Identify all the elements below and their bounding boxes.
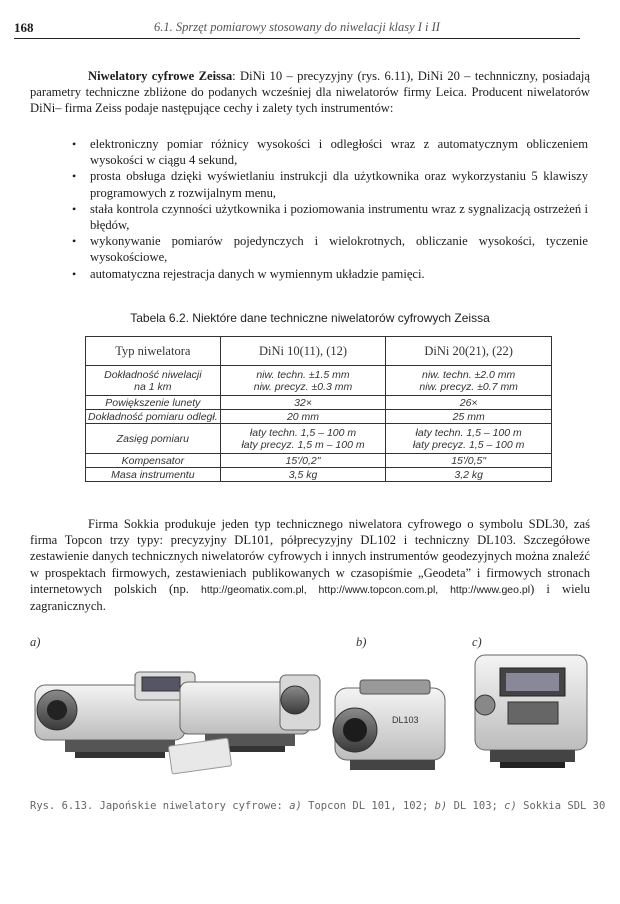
dl103-text: DL103 <box>392 715 419 725</box>
row-label <box>86 366 221 396</box>
page-number: 168 <box>14 20 34 35</box>
row-label: Masa instrumentu <box>86 468 221 482</box>
cell-line: łaty techn. 1,5 – 100 m <box>415 426 522 439</box>
caption-letter-c: c) <box>504 800 517 812</box>
figure-label-c: c) <box>472 635 482 649</box>
feature-item: • prosta obsługa dzięki wyświetlaniu instrukcji dla użytkownika oraz wykorzystaniu 5 klawiszy programowych z rozwijalnym menu, <box>30 168 588 200</box>
header-cell: Typ niwelatora <box>86 337 221 366</box>
table-row <box>86 396 552 410</box>
caption-text-a: Topcon DL 101, 102; <box>301 800 435 812</box>
table-cell: 3,5 kg <box>220 468 386 482</box>
figure-label-b: b) <box>356 635 367 649</box>
caption-letter-b: b) <box>434 800 448 812</box>
feature-item: • stała kontrola czynności użytkownika i poziomowania instrumentu wraz z sygnalizacją ostrzeżeń i błędów, <box>30 201 588 233</box>
memory-card <box>168 738 231 774</box>
table-row <box>86 468 552 482</box>
table-cell: 20 mm <box>220 410 386 424</box>
intro-text: : DiNi 10 – precyzyjny (rys. 6.11), DiNi 20 – technniczny, posiadają parametry techniczne zbliżone do podanych wcześniej dla niwelatorów firmy Leica. Producent niwelatorów DiNi– firma Zeiss podaje następujące cechy i zalety tych instrumentów: <box>30 69 590 116</box>
figure-label-a: a) <box>30 635 41 649</box>
table-cell: 26× <box>386 396 552 410</box>
table-cell <box>386 366 552 396</box>
table-cell: 3,2 kg <box>386 468 552 482</box>
row-label: Kompensator <box>86 454 221 468</box>
url-list: http://geomatix.com.pl, http://www.topcon.com.pl, http://www.geo.pl <box>201 583 531 596</box>
instrument-photos <box>30 650 590 780</box>
running-head: 6.1. Sprzęt pomiarowy stosowany do niwelacji klasy I i II <box>154 20 440 34</box>
para2-text: Firma Sokkia produkuje jeden typ technicznego niwelatora cyfrowego o symbolu SDL30, zaś firma Topcon trzy typy: precyzyjny DL101, półprecyzyjny DL102 i techniczny DL103. Szczegółowe zestawienie danych technicznych niwelatorów cyfrowych i innych instrumentów geodezyjnych można znaleźć w prospektach firmowych, zestawieniach publikowanych w czasopiśmie „Geodeta” i firmowych stronach internetowych polskich (np. <box>30 517 590 596</box>
table-cell: 15'/0,5" <box>386 454 552 468</box>
table-row <box>86 424 552 454</box>
figure-caption <box>30 800 606 812</box>
table-row <box>86 454 552 468</box>
table-cell: 32× <box>220 396 386 410</box>
cell-line: niw. techn. ±1.5 mm <box>256 368 350 381</box>
topcon-level-a <box>35 672 195 758</box>
header-cell: DiNi 20(21), (22) <box>386 337 552 366</box>
table-cell <box>386 424 552 454</box>
table-cell <box>220 424 386 454</box>
caption-text-b: DL 103; <box>447 800 505 812</box>
table-caption: Tabela 6.2. Niektóre dane techniczne niwelatorów cyfrowych Zeissa <box>130 311 490 325</box>
caption-prefix: Rys. 6.13. Japońskie niwelatory cyfrowe: <box>30 800 290 812</box>
sokkia-topcon-paragraph <box>30 516 590 614</box>
topcon-level-b <box>180 675 320 752</box>
cell-line: niw. precyz. ±0.3 mm <box>253 380 353 393</box>
row-label: Powiększenie lunety <box>86 396 221 410</box>
feature-item: • wykonywanie pomiarów pojedynczych i wielokrotnych, obliczanie wysokości, tyczenie wysokościowe, <box>30 233 588 265</box>
table-cell <box>220 366 386 396</box>
header-cell: DiNi 10(11), (12) <box>220 337 386 366</box>
cell-line: łaty precyz. 1,5 m – 100 m <box>241 438 365 451</box>
table-cell: 25 mm <box>386 410 552 424</box>
instrument-photos-svg <box>30 650 590 780</box>
specs-table <box>85 336 552 482</box>
feature-list <box>30 136 588 282</box>
caption-text-c: Sokkia SDL 30 <box>516 800 606 812</box>
table-row <box>86 410 552 424</box>
caption-letter-a: a) <box>289 800 302 812</box>
table-row <box>86 366 552 396</box>
table-cell: 15'/0,2" <box>220 454 386 468</box>
label-line: Dokładność niwelacji <box>104 368 202 381</box>
cell-line: łaty precyz. 1,5 – 100 m <box>412 438 525 451</box>
cell-line: niw. precyz. ±0.7 mm <box>419 380 518 393</box>
dl103-level <box>333 680 445 770</box>
para2-tail: ) i wielu zagranicznych. <box>30 581 590 614</box>
feature-item: • automatyczna rejestracja danych w wymiennym układzie pamięci. <box>30 266 588 282</box>
page-header <box>14 20 580 39</box>
intro-paragraph <box>30 68 590 117</box>
label-line: na 1 km <box>134 380 172 393</box>
row-label: Zasięg pomiaru <box>86 424 221 454</box>
cell-line: łaty techn. 1,5 – 100 m <box>249 426 357 439</box>
row-label: Dokładność pomiaru odległ. <box>86 410 221 424</box>
sokkia-level <box>475 655 587 768</box>
table-header-row <box>86 337 552 366</box>
cell-line: niw. techn. ±2.0 mm <box>422 368 516 381</box>
feature-item: • elektroniczny pomiar różnicy wysokości i odległości wraz z automatycznym obliczeniem wysokości w ciągu 4 sekund, <box>30 136 588 168</box>
intro-lead: Niwelatory cyfrowe Zeissa <box>88 69 233 83</box>
